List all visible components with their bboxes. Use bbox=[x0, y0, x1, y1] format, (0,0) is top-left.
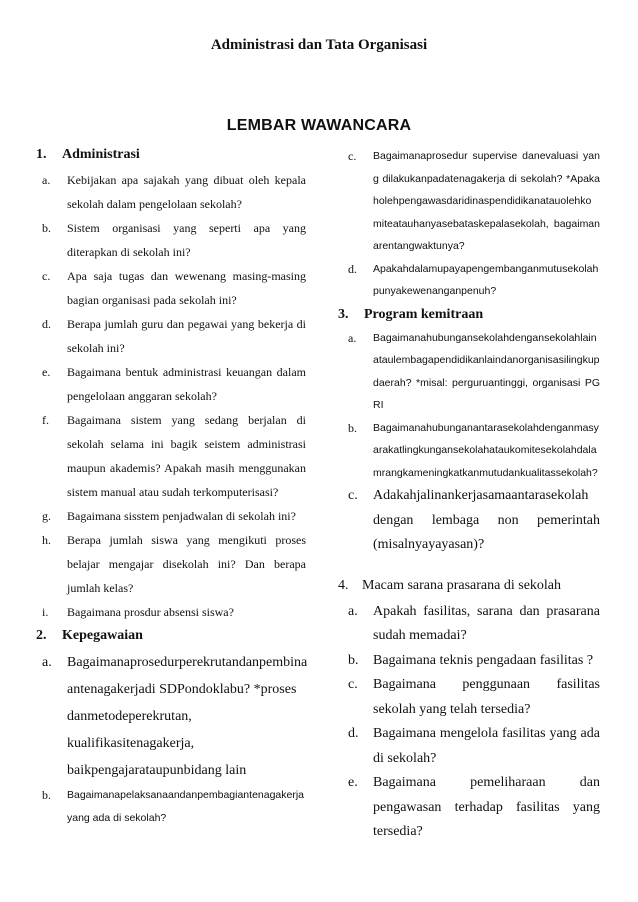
section-title bbox=[36, 145, 306, 165]
question-item bbox=[42, 504, 306, 528]
item-text: Bagaimana prosdur absensi siswa? bbox=[67, 605, 234, 619]
item-letter: a. bbox=[42, 173, 51, 187]
item-text: Kebijakan apa sajakah yang dibuat oleh kepala sekolah dalam pengelolaan sekolah? bbox=[67, 173, 306, 211]
question-item bbox=[348, 722, 600, 771]
question-item bbox=[42, 784, 306, 829]
question-item bbox=[42, 528, 306, 600]
section-label: Macam sarana prasarana di sekolah bbox=[362, 577, 562, 593]
question-item bbox=[348, 673, 600, 722]
question-item bbox=[42, 312, 306, 360]
question-item bbox=[42, 600, 306, 624]
item-text: Bagaimanahubungansekolahdengansekolahlainataulembagapendidikanlaindanorganisasilingkupdaerah? *misal: perguruantinggi, organisasi PGRI bbox=[373, 331, 600, 411]
item-text: Sistem organisasi yang seperti apa yang diterapkan di sekolah ini? bbox=[67, 221, 306, 259]
right-column bbox=[338, 145, 600, 845]
question-item bbox=[348, 771, 600, 845]
item-letter: c. bbox=[42, 269, 51, 283]
item-text: Apakahdalamupayapengembanganmutusekolahpunyakewenanganpenuh? bbox=[373, 262, 599, 297]
item-letter: e. bbox=[348, 775, 358, 790]
question-item bbox=[42, 649, 306, 784]
item-text: Berapa jumlah guru dan pegawai yang bekerja di sekolah ini? bbox=[67, 317, 306, 355]
question-item bbox=[348, 649, 600, 674]
item-letter: c. bbox=[348, 488, 358, 503]
item-letter: b. bbox=[42, 788, 51, 802]
section-number: 3. bbox=[338, 306, 349, 322]
item-text: Apakah fasilitas, sarana dan prasarana sudah memadai? bbox=[373, 603, 600, 643]
item-letter: a. bbox=[42, 655, 52, 670]
section-administrasi bbox=[36, 145, 306, 624]
item-letter: a. bbox=[348, 603, 358, 619]
question-item bbox=[348, 600, 600, 649]
section-sarana-prasarana bbox=[338, 576, 600, 845]
item-text: Bagaimana sistem yang sedang berjalan di sekolah selama ini bagik seistem administrasi maupun akademis? Apakah masih menggunakan sistem manual atau sudah terkomputerisasi? bbox=[67, 413, 306, 499]
section-number: 1. bbox=[36, 147, 47, 162]
item-letter: f. bbox=[42, 413, 49, 427]
section-number: 2. bbox=[36, 628, 47, 643]
question-item bbox=[42, 168, 306, 216]
item-letter: d. bbox=[348, 261, 357, 276]
document-title: LEMBAR WAWANCARA bbox=[226, 117, 412, 134]
question-item bbox=[42, 264, 306, 312]
item-letter: a. bbox=[348, 330, 357, 345]
question-item bbox=[348, 417, 600, 485]
item-text: Bagaimana bentuk administrasi keuangan dalam pengelolaan anggaran sekolah? bbox=[67, 365, 306, 403]
item-text: Bagaimana teknis pengadaan fasilitas ? bbox=[373, 652, 594, 668]
item-letter: d. bbox=[348, 726, 359, 741]
left-column bbox=[36, 145, 306, 829]
item-text: Adakahjalinankerjasamaantarasekolah dengan lembaga non pemerintah (misalnyayayasan)? bbox=[373, 488, 600, 552]
section-label: Program kemitraan bbox=[364, 306, 484, 322]
item-text: Bagaimanahubunganantarasekolahdenganmasyarakatlingkungansekolahataukomitesekolahdalamrangkameningkatkanmutudankualitassekolah? bbox=[373, 421, 599, 479]
item-text: Bagaimana pemeliharaan dan pengawasan terhadap fasilitas yang tersedia? bbox=[373, 775, 600, 839]
item-text: Bagaimana sisstem penjadwalan di sekolah ini? bbox=[67, 509, 296, 523]
question-item bbox=[42, 360, 306, 408]
question-item bbox=[348, 484, 600, 558]
page-header: Administrasi dan Tata Organisasi bbox=[210, 37, 428, 53]
item-text: Bagaimanaprosedurperekrutandanpembina antenagakerjadi SDPondoklabu? *proses danmetodeperekrutan, kualifikasitenagakerja, baikpengajarataupunbidang lain bbox=[67, 655, 308, 778]
question-item bbox=[348, 145, 600, 258]
item-text: Bagaimanaprosedur supervise danevaluasi yang dilakukanpadatenagakerja di sekolah? *Apakaholehpengawasdaridinaspendidikanatauolehkomiteatauhanyasebataskepalasekolah, bagaimanarentangwaktunya? bbox=[373, 150, 600, 252]
question-item bbox=[42, 216, 306, 264]
section-number: 4. bbox=[338, 577, 349, 593]
question-item bbox=[42, 408, 306, 504]
question-item bbox=[348, 327, 600, 417]
item-letter: i. bbox=[42, 605, 49, 619]
question-item bbox=[348, 258, 600, 303]
item-letter: e. bbox=[42, 365, 51, 379]
item-letter: c. bbox=[348, 677, 358, 692]
section-title bbox=[338, 576, 600, 596]
item-letter: g. bbox=[42, 509, 51, 523]
item-text: Bagaimana penggunaan fasilitas sekolah yang telah tersedia? bbox=[373, 677, 600, 717]
section-label: Kepegawaian bbox=[62, 628, 143, 643]
item-letter: d. bbox=[42, 317, 51, 331]
item-letter: b. bbox=[348, 652, 359, 668]
section-title bbox=[338, 305, 600, 325]
section-title bbox=[36, 626, 306, 646]
item-text: Apa saja tugas dan wewenang masing-masing bagian organisasi pada sekolah ini? bbox=[67, 269, 306, 307]
item-letter: c. bbox=[348, 149, 357, 163]
section-kepegawaian bbox=[36, 626, 306, 829]
item-letter: h. bbox=[42, 533, 51, 547]
item-text: Bagaimanapelaksanaandanpembagiantenagakerja yang ada di sekolah? bbox=[67, 789, 305, 824]
section-program-kemitraan bbox=[338, 305, 600, 558]
item-letter: b. bbox=[348, 420, 357, 435]
section-label: Administrasi bbox=[62, 147, 140, 162]
item-letter: b. bbox=[42, 221, 51, 235]
item-text: Berapa jumlah siswa yang mengikuti proses belajar mengajar disekolah ini? Dan berapa jumlah kelas? bbox=[67, 533, 306, 595]
item-text: Bagaimana mengelola fasilitas yang ada di sekolah? bbox=[373, 726, 600, 766]
